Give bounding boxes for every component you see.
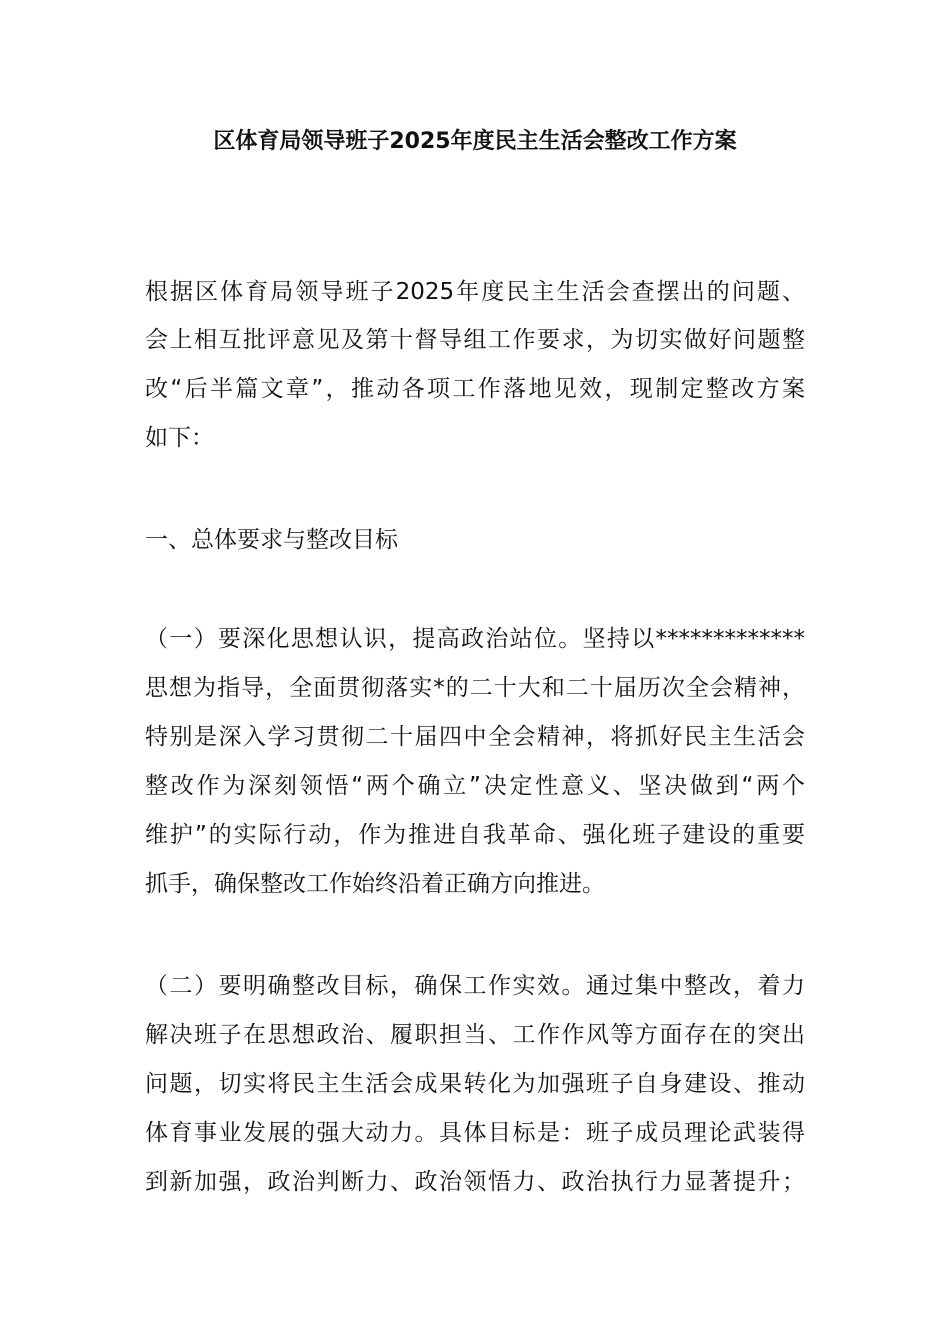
para1-line-6: 抓手，确保整改工作始终沿着正确方向推进。 (145, 871, 605, 897)
para1-line-4: 整改作为深刻领悟“两个确立”决定性意义、坚决做到“两个 (145, 773, 805, 799)
section-heading-1: 一、总体要求与整改目标 (145, 527, 398, 553)
intro-line-1: 根据区体育局领导班子2025年度民主生活会查摆出的问题、 (145, 279, 805, 305)
para1-line-3: 特别是深入学习贯彻二十届四中全会精神，将抓好民主生活会 (145, 724, 805, 750)
para2-line-5: 到新加强，政治判断力、政治领悟力、政治执行力显著提升； (145, 1169, 805, 1195)
document-title: 区体育局领导班子2025年度民主生活会整改工作方案 (213, 129, 737, 154)
intro-line-3: 改“后半篇文章”，推动各项工作落地见效，现制定整改方案 (145, 376, 805, 402)
para1-line-5: 维护”的实际行动，作为推进自我革命、强化班子建设的重要 (145, 822, 805, 848)
para2-line-2: 解决班子在思想政治、履职担当、工作作风等方面存在的突出 (145, 1022, 805, 1048)
intro-line-2: 会上相互批评意见及第十督导组工作要求，为切实做好问题整 (145, 327, 805, 353)
para2-line-3: 问题，切实将民主生活会成果转化为加强班子自身建设、推动 (145, 1071, 805, 1097)
para1-line-2: 思想为指导，全面贯彻落实*的二十大和二十届历次全会精神， (145, 675, 805, 701)
para2-line-4: 体育事业发展的强大动力。具体目标是：班子成员理论武装得 (145, 1120, 805, 1146)
para1-line-1: （一）要深化思想认识，提高政治站位。坚持以************* (145, 626, 805, 652)
para2-line-1: （二）要明确整改目标，确保工作实效。通过集中整改，着力 (145, 973, 805, 999)
intro-line-4: 如下： (145, 425, 214, 451)
